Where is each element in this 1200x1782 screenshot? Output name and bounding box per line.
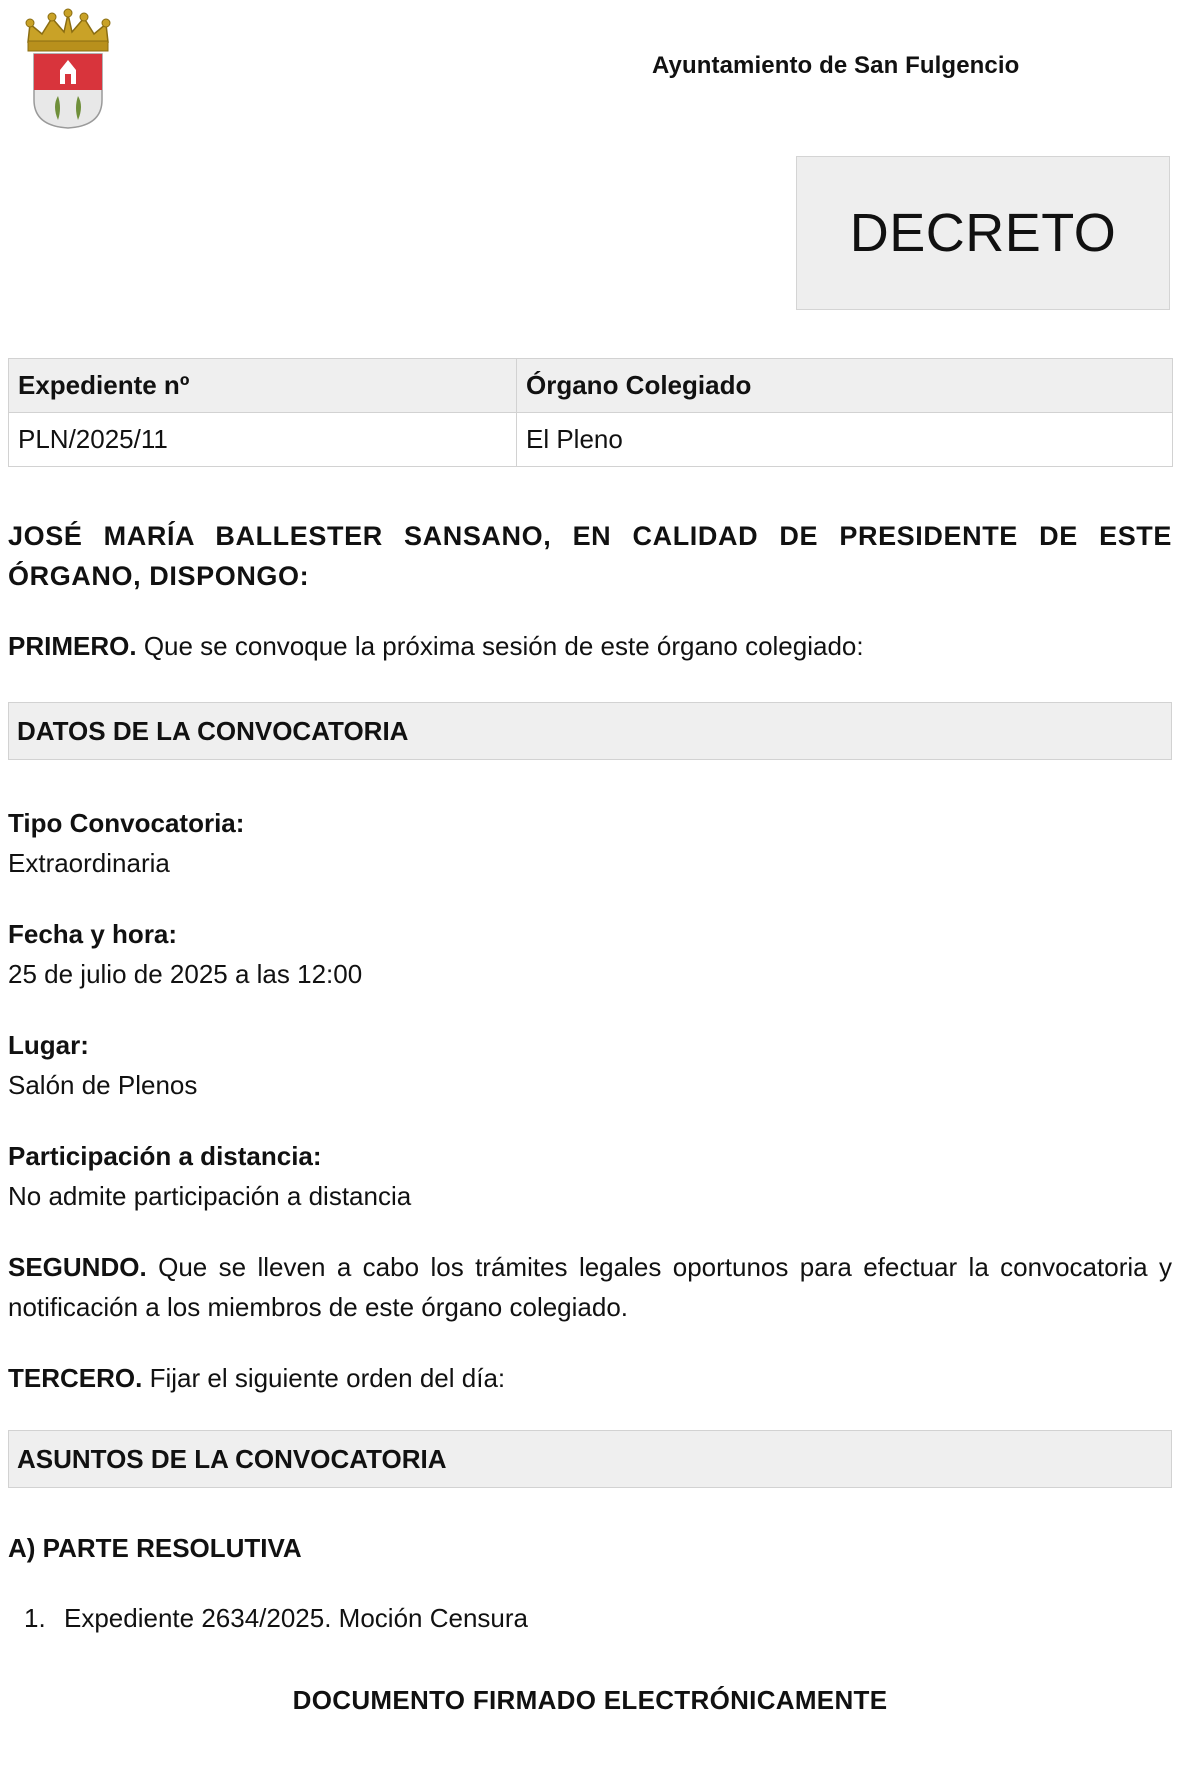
tipo-value: Extraordinaria — [8, 848, 170, 878]
municipality-name: Ayuntamiento de San Fulgencio — [652, 52, 1020, 79]
table-header-row — [9, 359, 1173, 413]
primero-text: Que se convoque la próxima sesión de este órgano colegiado: — [143, 631, 864, 661]
tercero-paragraph — [8, 1358, 1172, 1398]
expediente-table — [8, 358, 1173, 467]
agenda-item-number: 1. — [24, 1603, 46, 1633]
tipo-label: Tipo Convocatoria: — [8, 808, 245, 838]
fecha-label: Fecha y hora: — [8, 919, 178, 949]
participacion-value: No admite participación a distancia — [8, 1181, 412, 1211]
expediente-header: Expediente nº — [9, 359, 517, 413]
intro-statement: JOSÉ MARÍA BALLESTER SANSANO, EN CALIDAD DE PRESIDENTE DE ESTE ÓRGANO, DISPONGO: — [8, 521, 1172, 591]
parte-resolutiva-heading: A) PARTE RESOLUTIVA — [8, 1533, 302, 1563]
convocatoria-section-header: DATOS DE LA CONVOCATORIA — [8, 702, 1172, 760]
organo-header: Órgano Colegiado — [517, 359, 1173, 413]
table-row — [9, 413, 1173, 467]
segundo-text: Que se lleven a cabo los trámites legales oportunos para efectuar la convocatoria y notificación a los miembros de este órgano colegiado. — [8, 1252, 1172, 1322]
lugar-label: Lugar: — [8, 1030, 89, 1060]
primero-paragraph — [8, 626, 1172, 666]
document-type-box — [796, 156, 1170, 310]
fecha-value: 25 de julio de 2025 a las 12:00 — [8, 959, 363, 989]
coat-of-arms-icon — [18, 8, 118, 130]
organo-value: El Pleno — [517, 413, 1173, 467]
signature-notice: DOCUMENTO FIRMADO ELECTRÓNICAMENTE — [292, 1685, 888, 1715]
tercero-text: Fijar el siguiente orden del día: — [149, 1363, 506, 1393]
participacion-label: Participación a distancia: — [8, 1141, 322, 1171]
expediente-value: PLN/2025/11 — [9, 413, 517, 467]
segundo-paragraph — [8, 1247, 1172, 1327]
tercero-label: TERCERO. — [8, 1363, 143, 1393]
segundo-label: SEGUNDO. — [8, 1252, 147, 1282]
asuntos-section-header: ASUNTOS DE LA CONVOCATORIA — [8, 1430, 1172, 1488]
list-item — [24, 1598, 528, 1638]
document-type-title: DECRETO — [849, 203, 1117, 263]
primero-label: PRIMERO. — [8, 631, 137, 661]
agenda-item-text: Expediente 2634/2025. Moción Censura — [64, 1603, 528, 1633]
lugar-value: Salón de Plenos — [8, 1070, 198, 1100]
